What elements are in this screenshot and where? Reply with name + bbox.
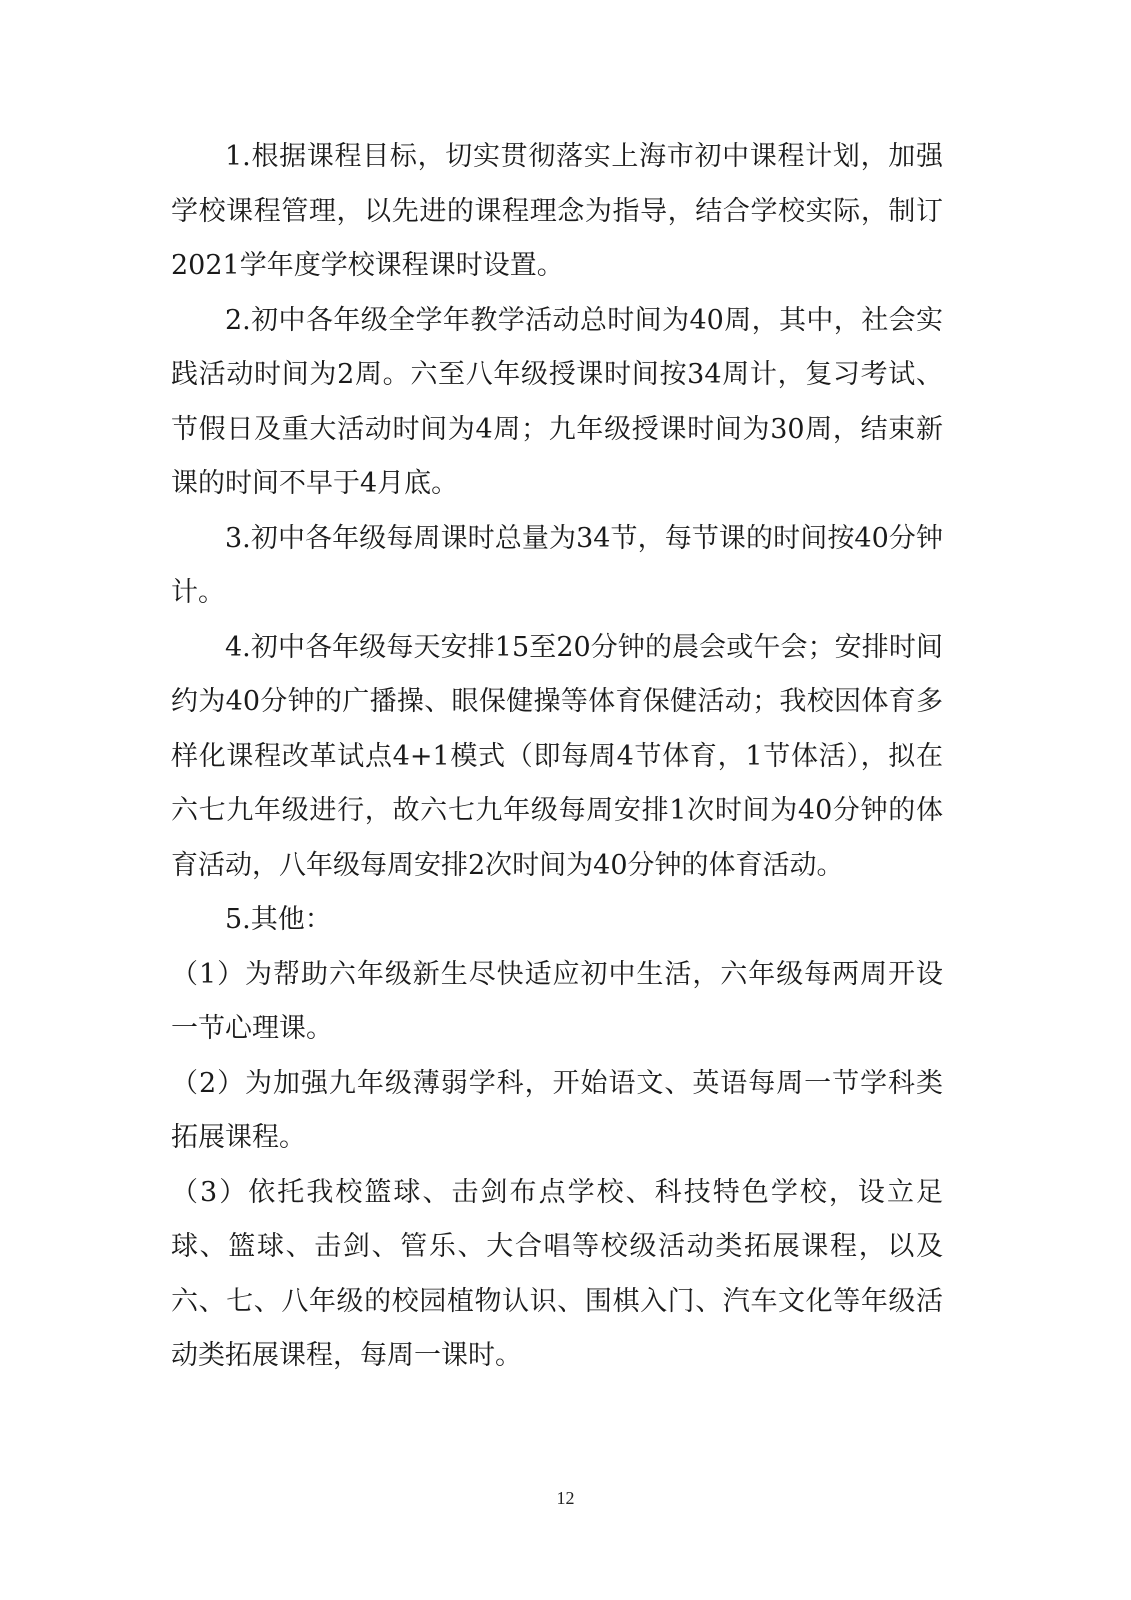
paragraph-3: 3.初中各年级每周课时总量为34节，每节课的时间按40分钟计。 <box>171 522 943 608</box>
document-body <box>171 130 943 1384</box>
page-number: 12 <box>556 1488 575 1508</box>
sub-item-3: （3）依托我校篮球、击剑布点学校、科技特色学校，设立足球、篮球、击剑、管乐、大合唱等校级活动类拓展课程，以及六、七、八年级的校园植物认识、围棋入门、汽车文化等年级活动类拓展课程，每周一课时。 <box>171 1176 943 1371</box>
sub-item-2: （2）为加强九年级薄弱学科，开始语文、英语每周一节学科类拓展课程。 <box>171 1067 943 1153</box>
paragraph-1: 1.根据课程目标，切实贯彻落实上海市初中课程计划，加强学校课程管理，以先进的课程理念为指导，结合学校实际，制订2021学年度学校课程课时设置。 <box>171 141 943 281</box>
paragraph-2: 2.初中各年级全学年教学活动总时间为40周，其中，社会实践活动时间为2周。六至八年级授课时间按34周计，复习考试、节假日及重大活动时间为4周；九年级授课时间为30周，结束新课的时间不早于4月底。 <box>171 304 943 499</box>
paragraph-4: 4.初中各年级每天安排15至20分钟的晨会或午会；安排时间约为40分钟的广播操、眼保健操等体育保健活动；我校因体育多样化课程改革试点4+1模式（即每周4节体育，1节体活），拟在六七九年级进行，故六七九年级每周安排1次时间为40分钟的体育活动，八年级每周安排2次时间为40分钟的体育活动。 <box>171 631 943 881</box>
paragraph-5: 5.其他： <box>225 904 332 935</box>
sub-item-1: （1）为帮助六年级新生尽快适应初中生活，六年级每两周开设一节心理课。 <box>171 958 943 1044</box>
